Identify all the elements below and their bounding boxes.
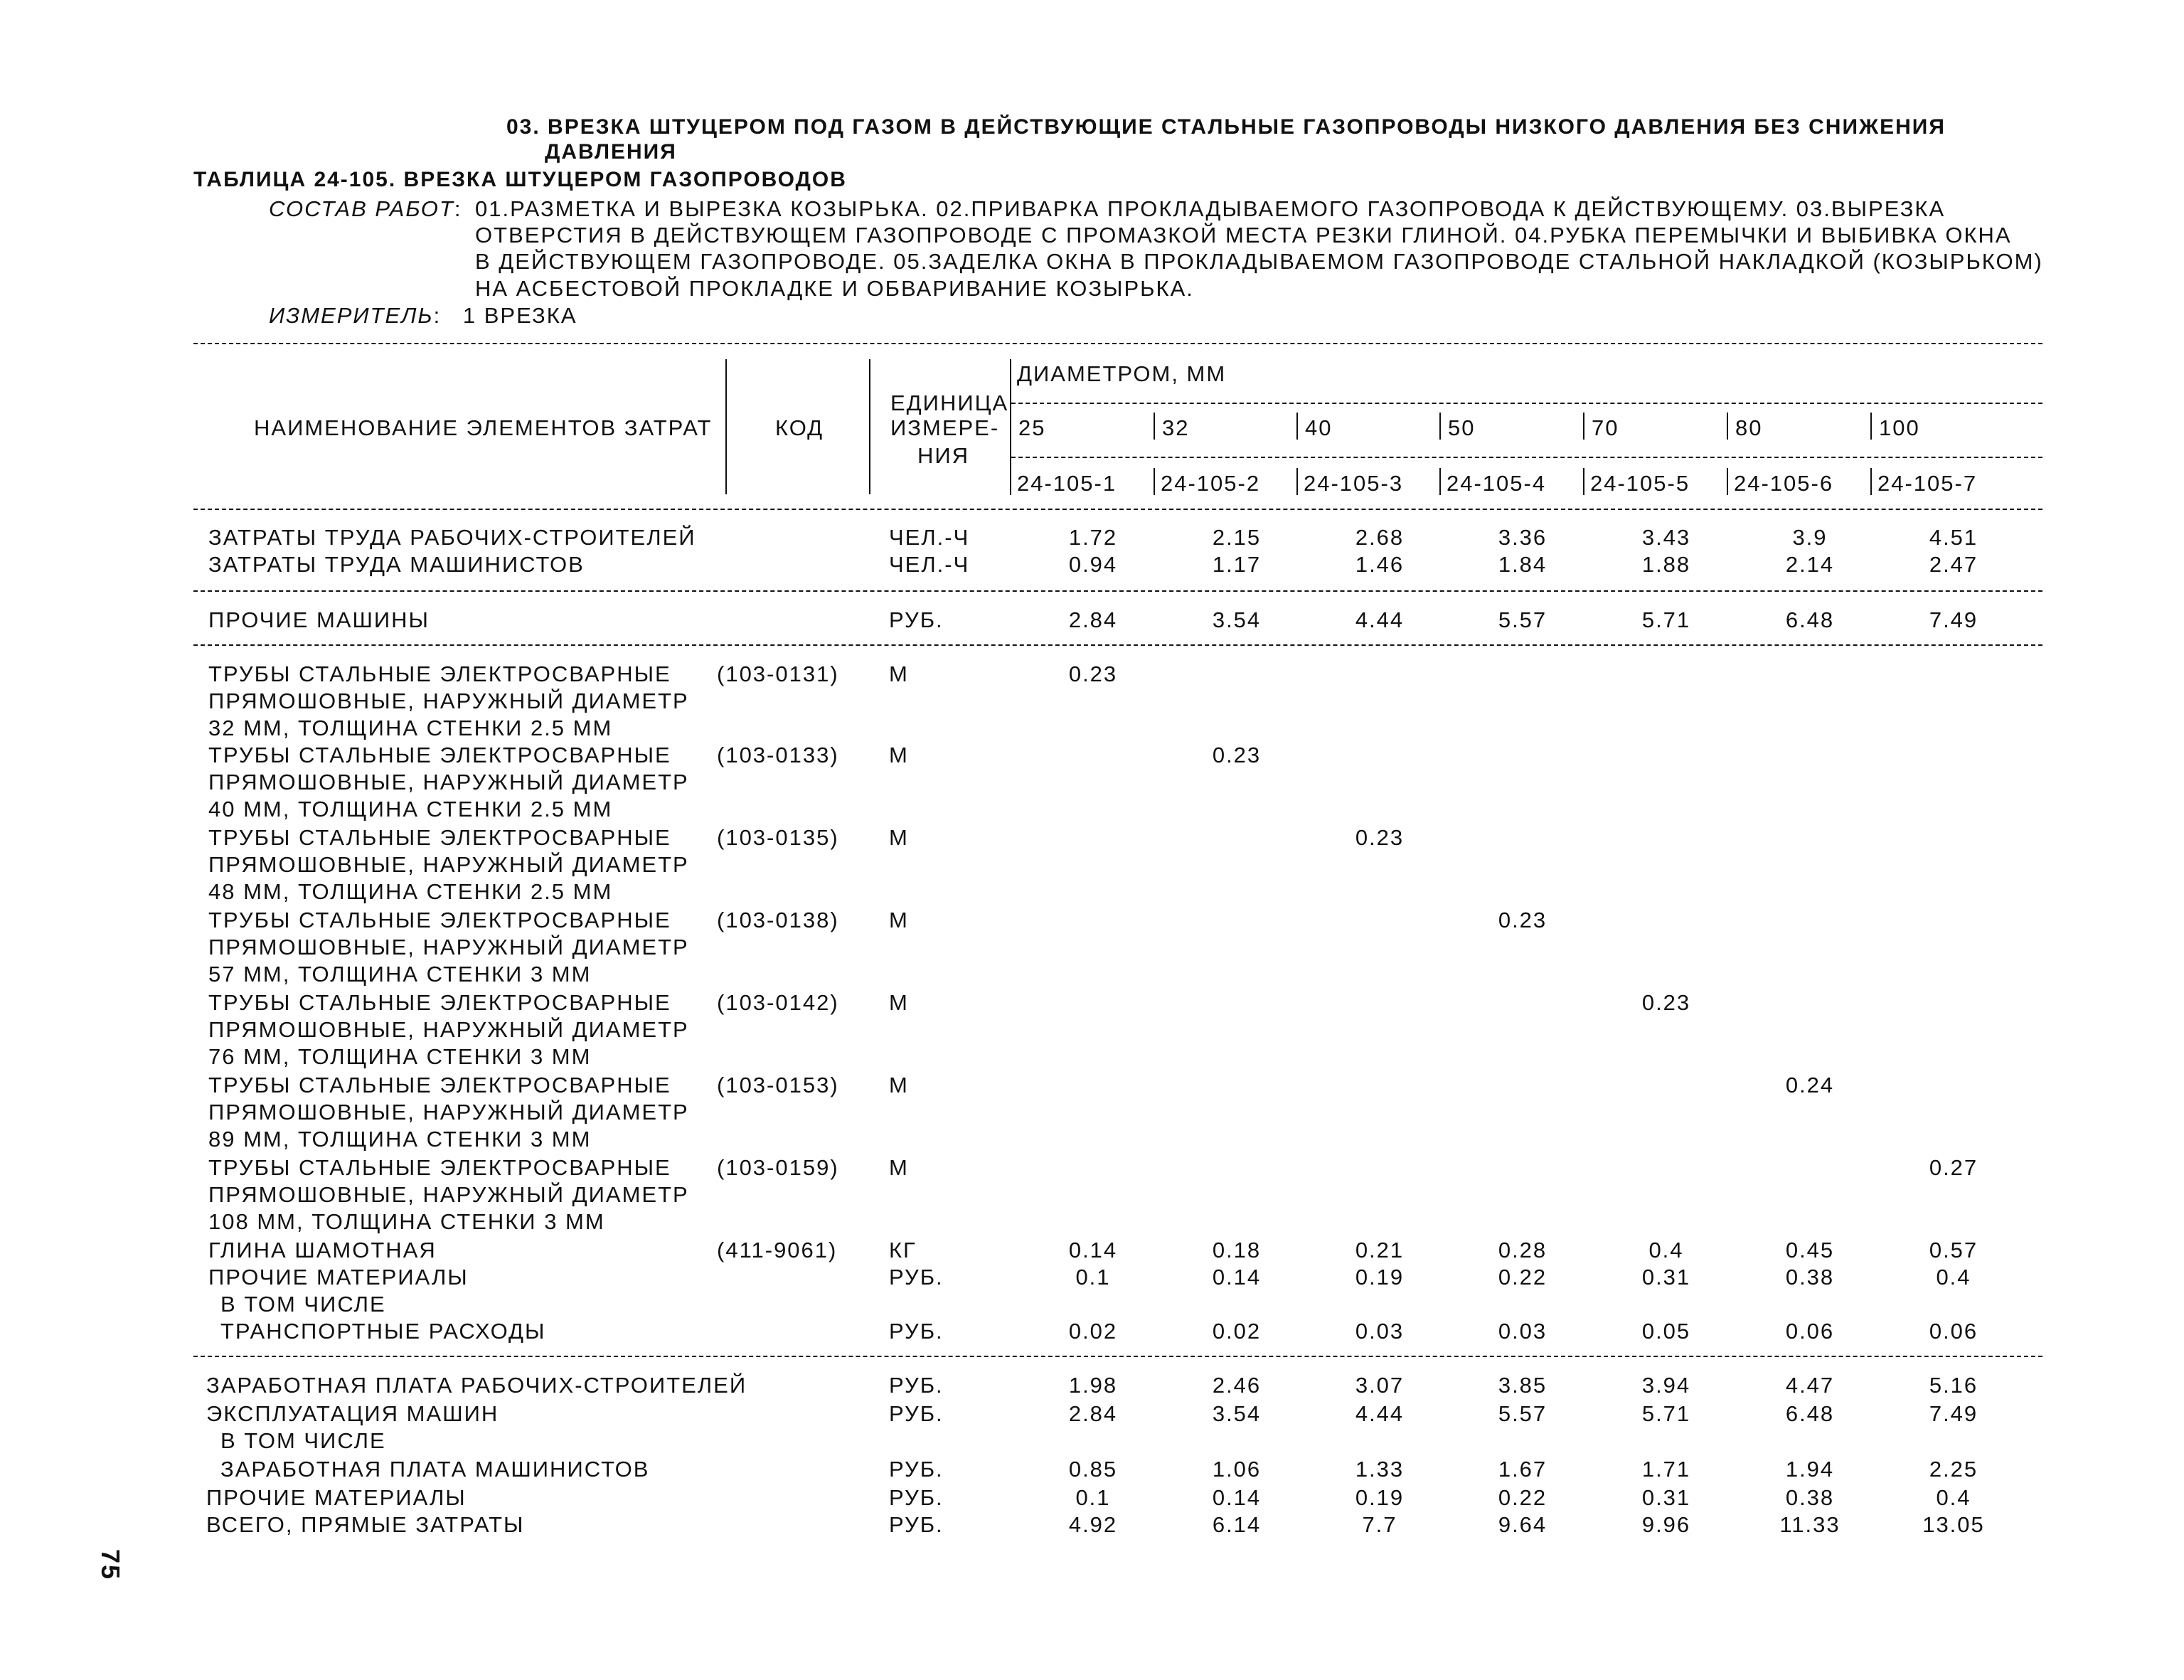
row-name: ЗАРАБОТНАЯ ПЛАТА РАБОЧИХ-СТРОИТЕЛЕЙ [206,1373,747,1398]
row-name-line1: ТРУБЫ СТАЛЬНЫЕ ЭЛЕКТРОСВАРНЫЕ [208,908,671,932]
row-value: 0.06 [1929,1319,1978,1344]
work-line-3: В ДЕЙСТВУЮЩЕМ ГАЗОПРОВОДЕ. 05.ЗАДЕЛКА ОКНА В ПРОКЛАДЫВАЕМОМ ГАЗОПРОВОДЕ СТАЛЬНОЙ НАКЛАДКОЙ (КОЗЫРЬКОМ) [475,249,2043,274]
row-name: ПРОЧИЕ МАШИНЫ [208,607,430,632]
row-value: 0.03 [1498,1319,1548,1344]
row-unit: ЧЕЛ.-Ч [889,525,970,550]
row-code: (103-0138) [717,908,839,932]
row-code: (103-0133) [717,743,839,767]
row-value: 0.4 [1936,1265,1971,1290]
row-value: 0.38 [1785,1485,1835,1510]
row-value: 2.47 [1929,552,1978,577]
row-value: 2.84 [1068,607,1118,632]
page-number: 75 [96,1549,125,1581]
header-code: КОД [775,415,824,440]
diam-1: 25 [1018,415,1046,440]
row-value: 2.68 [1355,525,1405,550]
diam-sep-7 [1870,413,1872,440]
row-value: 0.06 [1785,1319,1835,1344]
row-value: 0.19 [1355,1485,1405,1510]
row-value: 5.71 [1641,607,1691,632]
row-value: 6.48 [1785,1401,1835,1426]
table-title: ТАБЛИЦА 24-105. ВРЕЗКА ШТУЦЕРОМ ГАЗОПРОВОДОВ [193,168,847,191]
row-value: 0.38 [1785,1265,1835,1290]
header-diams-rule [1011,457,2042,458]
row-value: 13.05 [1922,1512,1985,1537]
row-unit: М [889,1073,909,1097]
including-label: В ТОМ ЧИСЛЕ [220,1428,386,1453]
row-code: (103-0159) [717,1155,839,1180]
row-value: 7.49 [1929,607,1978,632]
row-value: 1.67 [1498,1457,1548,1482]
row-value: 2.14 [1785,552,1835,577]
code-sep-4 [1439,468,1441,495]
diam-5: 70 [1592,415,1619,440]
row-name-line1: ТРУБЫ СТАЛЬНЫЕ ЭЛЕКТРОСВАРНЫЕ [208,743,671,767]
row-name-line3: 40 ММ, ТОЛЩИНА СТЕНКИ 2.5 ММ [208,797,613,822]
code-sep-6 [1727,468,1728,495]
row-value: 1.72 [1068,525,1118,550]
row-name-line2: ПРЯМОШОВНЫЕ, НАРУЖНЫЙ ДИАМЕТР [208,852,689,877]
row-value: 0.23 [1068,661,1118,686]
row-name-line2: ПРЯМОШОВНЫЕ, НАРУЖНЫЙ ДИАМЕТР [208,1100,689,1125]
row-name-line2: ПРЯМОШОВНЫЕ, НАРУЖНЫЙ ДИАМЕТР [208,1182,689,1207]
row-name: ЗАРАБОТНАЯ ПЛАТА МАШИНИСТОВ [220,1457,650,1482]
row-name: ГЛИНА ШАМОТНАЯ [208,1238,437,1262]
row-value: 2.46 [1212,1373,1262,1398]
row-unit: РУБ. [889,1319,944,1344]
row-unit: РУБ. [889,607,944,632]
row-name-line3: 89 ММ, ТОЛЩИНА СТЕНКИ 3 ММ [208,1127,592,1152]
meter-row [269,304,577,326]
row-name-line2: ПРЯМОШОВНЫЕ, НАРУЖНЫЙ ДИАМЕТР [208,689,689,713]
row-unit: М [889,1155,909,1180]
row-name-line3: 32 ММ, ТОЛЩИНА СТЕНКИ 2.5 ММ [208,716,613,740]
header-bottom-rule [193,509,2042,510]
header-diameter-rule [1011,403,2042,404]
diam-sep-6 [1727,413,1728,440]
row-unit: М [889,825,909,850]
row-value: 0.23 [1355,825,1405,850]
row-value: 0.21 [1355,1238,1405,1262]
work-label: СОСТАВ РАБОТ [269,196,454,221]
row-name-line2: ПРЯМОШОВНЫЕ, НАРУЖНЫЙ ДИАМЕТР [208,935,689,959]
row-value: 4.44 [1355,1401,1405,1426]
row-value: 0.18 [1212,1238,1262,1262]
row-value: 0.31 [1641,1485,1691,1510]
work-label-row [269,198,462,220]
row-unit: РУБ. [889,1512,944,1537]
meter-label: ИЗМЕРИТЕЛЬ [269,303,434,328]
machines-bottom-rule [193,644,2042,646]
row-unit: М [889,743,909,767]
row-value: 0.4 [1648,1238,1684,1262]
diam-sep-5 [1583,413,1584,440]
section-title-line1: 03. ВРЕЗКА ШТУЦЕРОМ ПОД ГАЗОМ В ДЕЙСТВУЮЩИЕ СТАЛЬНЫЕ ГАЗОПРОВОДЫ НИЗКОГО ДАВЛЕНИЯ БЕЗ СНИЖЕНИЯ [506,115,1946,139]
row-value: 11.33 [1779,1512,1841,1537]
row-value: 0.1 [1075,1485,1111,1510]
code-4: 24-105-4 [1447,471,1547,496]
diam-2: 32 [1162,415,1190,440]
row-value: 0.94 [1068,552,1118,577]
row-name: ПРОЧИЕ МАТЕРИАЛЫ [206,1485,467,1510]
meter-value: 1 ВРЕЗКА [462,303,577,328]
row-unit: РУБ. [889,1373,944,1398]
row-name: ЗАТРАТЫ ТРУДА РАБОЧИХ-СТРОИТЕЛЕЙ [208,525,696,550]
code-1: 24-105-1 [1017,471,1117,496]
row-value: 3.54 [1212,1401,1262,1426]
header-unit-2: ИЗМЕРЕ- [890,415,1000,440]
row-unit: РУБ. [889,1485,944,1510]
row-value: 0.24 [1785,1073,1835,1097]
code-2: 24-105-2 [1161,471,1261,496]
row-unit: РУБ. [889,1401,944,1426]
row-value: 0.45 [1785,1238,1835,1262]
row-value: 0.22 [1498,1265,1548,1290]
code-sep-3 [1296,468,1298,495]
row-name: ТРАНСПОРТНЫЕ РАСХОДЫ [220,1319,546,1344]
row-value: 5.57 [1498,607,1548,632]
row-name-line2: ПРЯМОШОВНЫЕ, НАРУЖНЫЙ ДИАМЕТР [208,770,689,794]
row-value: 7.49 [1929,1401,1978,1426]
row-value: 3.07 [1355,1373,1405,1398]
meter-label-colon: : [433,303,442,328]
row-value: 1.46 [1355,552,1405,577]
header-diameter: ДИАМЕТРОМ, ММ [1017,361,1227,386]
row-value: 3.36 [1498,525,1548,550]
row-name-line2: ПРЯМОШОВНЫЕ, НАРУЖНЫЙ ДИАМЕТР [208,1017,689,1042]
row-value: 0.22 [1498,1485,1548,1510]
row-value: 0.31 [1641,1265,1691,1290]
row-name-line3: 48 ММ, ТОЛЩИНА СТЕНКИ 2.5 ММ [208,879,613,904]
header-col-sep-2 [869,359,870,494]
code-sep-1 [1010,468,1011,495]
code-sep-7 [1870,468,1872,495]
row-name-line1: ТРУБЫ СТАЛЬНЫЕ ЭЛЕКТРОСВАРНЫЕ [208,661,671,686]
row-name-line3: 57 ММ, ТОЛЩИНА СТЕНКИ 3 ММ [208,962,592,987]
row-value: 3.43 [1641,525,1691,550]
row-value: 7.7 [1362,1512,1397,1537]
row-name-line1: ТРУБЫ СТАЛЬНЫЕ ЭЛЕКТРОСВАРНЫЕ [208,990,671,1015]
row-value: 6.14 [1212,1512,1262,1537]
work-line-1: 01.РАЗМЕТКА И ВЫРЕЗКА КОЗЫРЬКА. 02.ПРИВАРКА ПРОКЛАДЫВАЕМОГО ГАЗОПРОВОДА К ДЕЙСТВУЮЩЕМУ. 03.ВЫРЕЗКА [475,196,1946,221]
code-7: 24-105-7 [1877,471,1978,496]
row-value: 1.98 [1068,1373,1118,1398]
row-value: 5.71 [1641,1401,1691,1426]
row-value: 0.14 [1212,1485,1262,1510]
row-value: 0.57 [1929,1238,1978,1262]
diam-7: 100 [1879,415,1920,440]
row-value: 0.05 [1641,1319,1691,1344]
row-value: 1.71 [1641,1457,1691,1482]
row-unit: ЧЕЛ.-Ч [889,552,970,577]
row-unit: РУБ. [889,1457,944,1482]
diam-6: 80 [1735,415,1763,440]
row-value: 9.96 [1641,1512,1691,1537]
row-value: 5.16 [1929,1373,1978,1398]
row-value: 4.44 [1355,607,1405,632]
code-6: 24-105-6 [1734,471,1834,496]
row-name-line1: ТРУБЫ СТАЛЬНЫЕ ЭЛЕКТРОСВАРНЫЕ [208,1073,671,1097]
row-name-line3: 108 ММ, ТОЛЩИНА СТЕНКИ 3 ММ [208,1209,605,1234]
row-value: 4.92 [1068,1512,1118,1537]
header-name: НАИМЕНОВАНИЕ ЭЛЕМЕНТОВ ЗАТРАТ [254,415,713,440]
row-value: 3.94 [1641,1373,1691,1398]
row-value: 4.51 [1929,525,1978,550]
row-unit: КГ [889,1238,917,1262]
row-value: 2.15 [1212,525,1262,550]
row-value: 1.17 [1212,552,1262,577]
code-5: 24-105-5 [1590,471,1690,496]
row-value: 0.27 [1929,1155,1978,1180]
header-top-rule [193,343,2042,344]
row-value: 0.14 [1212,1265,1262,1290]
row-value: 1.94 [1785,1457,1835,1482]
including-label: В ТОМ ЧИСЛЕ [220,1292,386,1317]
code-sep-5 [1583,468,1584,495]
section-title-line2: ДАВЛЕНИЯ [545,140,677,164]
row-value: 1.33 [1355,1457,1405,1482]
row-value: 0.1 [1075,1265,1111,1290]
row-code: (103-0131) [717,661,839,686]
header-unit-3: НИЯ [917,443,970,468]
row-value: 6.48 [1785,607,1835,632]
row-code: (103-0153) [717,1073,839,1097]
row-value: 2.25 [1929,1457,1978,1482]
row-value: 3.54 [1212,607,1262,632]
row-name-line3: 76 ММ, ТОЛЩИНА СТЕНКИ 3 ММ [208,1044,592,1069]
row-value: 1.06 [1212,1457,1262,1482]
row-value: 0.85 [1068,1457,1118,1482]
row-unit: М [889,661,909,686]
row-name-line1: ТРУБЫ СТАЛЬНЫЕ ЭЛЕКТРОСВАРНЫЕ [208,1155,671,1180]
row-value: 0.02 [1212,1319,1262,1344]
row-value: 0.14 [1068,1238,1118,1262]
row-value: 4.47 [1785,1373,1835,1398]
row-value: 0.23 [1498,908,1548,932]
row-value: 5.57 [1498,1401,1548,1426]
row-name: ПРОЧИЕ МАТЕРИАЛЫ [208,1265,469,1290]
row-value: 0.28 [1498,1238,1548,1262]
code-3: 24-105-3 [1304,471,1404,496]
header-unit-1: ЕДИНИЦА [890,390,1009,415]
row-value: 1.84 [1498,552,1548,577]
row-code: (103-0142) [717,990,839,1015]
work-label-colon: : [454,196,462,221]
materials-bottom-rule [193,1356,2042,1357]
row-code: (411-9061) [717,1238,838,1262]
row-value: 0.19 [1355,1265,1405,1290]
row-value: 1.88 [1641,552,1691,577]
row-unit: М [889,908,909,932]
diam-4: 50 [1448,415,1476,440]
diam-sep-4 [1439,413,1441,440]
row-value: 0.23 [1212,743,1262,767]
row-value: 0.03 [1355,1319,1405,1344]
labor-bottom-rule [193,590,2042,592]
header-col-sep-1 [725,359,727,494]
diam-sep-3 [1296,413,1298,440]
row-value: 9.64 [1498,1512,1548,1537]
row-name-line1: ТРУБЫ СТАЛЬНЫЕ ЭЛЕКТРОСВАРНЫЕ [208,825,671,850]
row-name: ЭКСПЛУАТАЦИЯ МАШИН [206,1401,499,1426]
row-value: 3.85 [1498,1373,1548,1398]
row-value: 0.23 [1641,990,1691,1015]
work-line-2: ОТВЕРСТИЯ В ДЕЙСТВУЮЩЕМ ГАЗОПРОВОДЕ С ПРОМАЗКОЙ МЕСТА РЕЗКИ ГЛИНОЙ. 04.РУБКА ПЕРЕМЫЧКИ И ВЫБИВКА ОКНА [475,223,2012,248]
diam-sep-2 [1154,413,1155,440]
code-sep-2 [1154,468,1155,495]
row-code: (103-0135) [717,825,839,850]
row-unit: РУБ. [889,1265,944,1290]
row-unit: М [889,990,909,1015]
diam-3: 40 [1305,415,1333,440]
row-value: 0.4 [1936,1485,1971,1510]
row-value: 3.9 [1792,525,1828,550]
row-value: 2.84 [1068,1401,1118,1426]
row-name: ЗАТРАТЫ ТРУДА МАШИНИСТОВ [208,552,585,577]
row-value: 0.02 [1068,1319,1118,1344]
diam-sep-1 [1010,413,1011,440]
work-line-4: НА АСБЕСТОВОЙ ПРОКЛАДКЕ И ОБВАРИВАНИЕ КОЗЫРЬКА. [475,276,1194,301]
row-name: ВСЕГО, ПРЯМЫЕ ЗАТРАТЫ [206,1512,525,1537]
